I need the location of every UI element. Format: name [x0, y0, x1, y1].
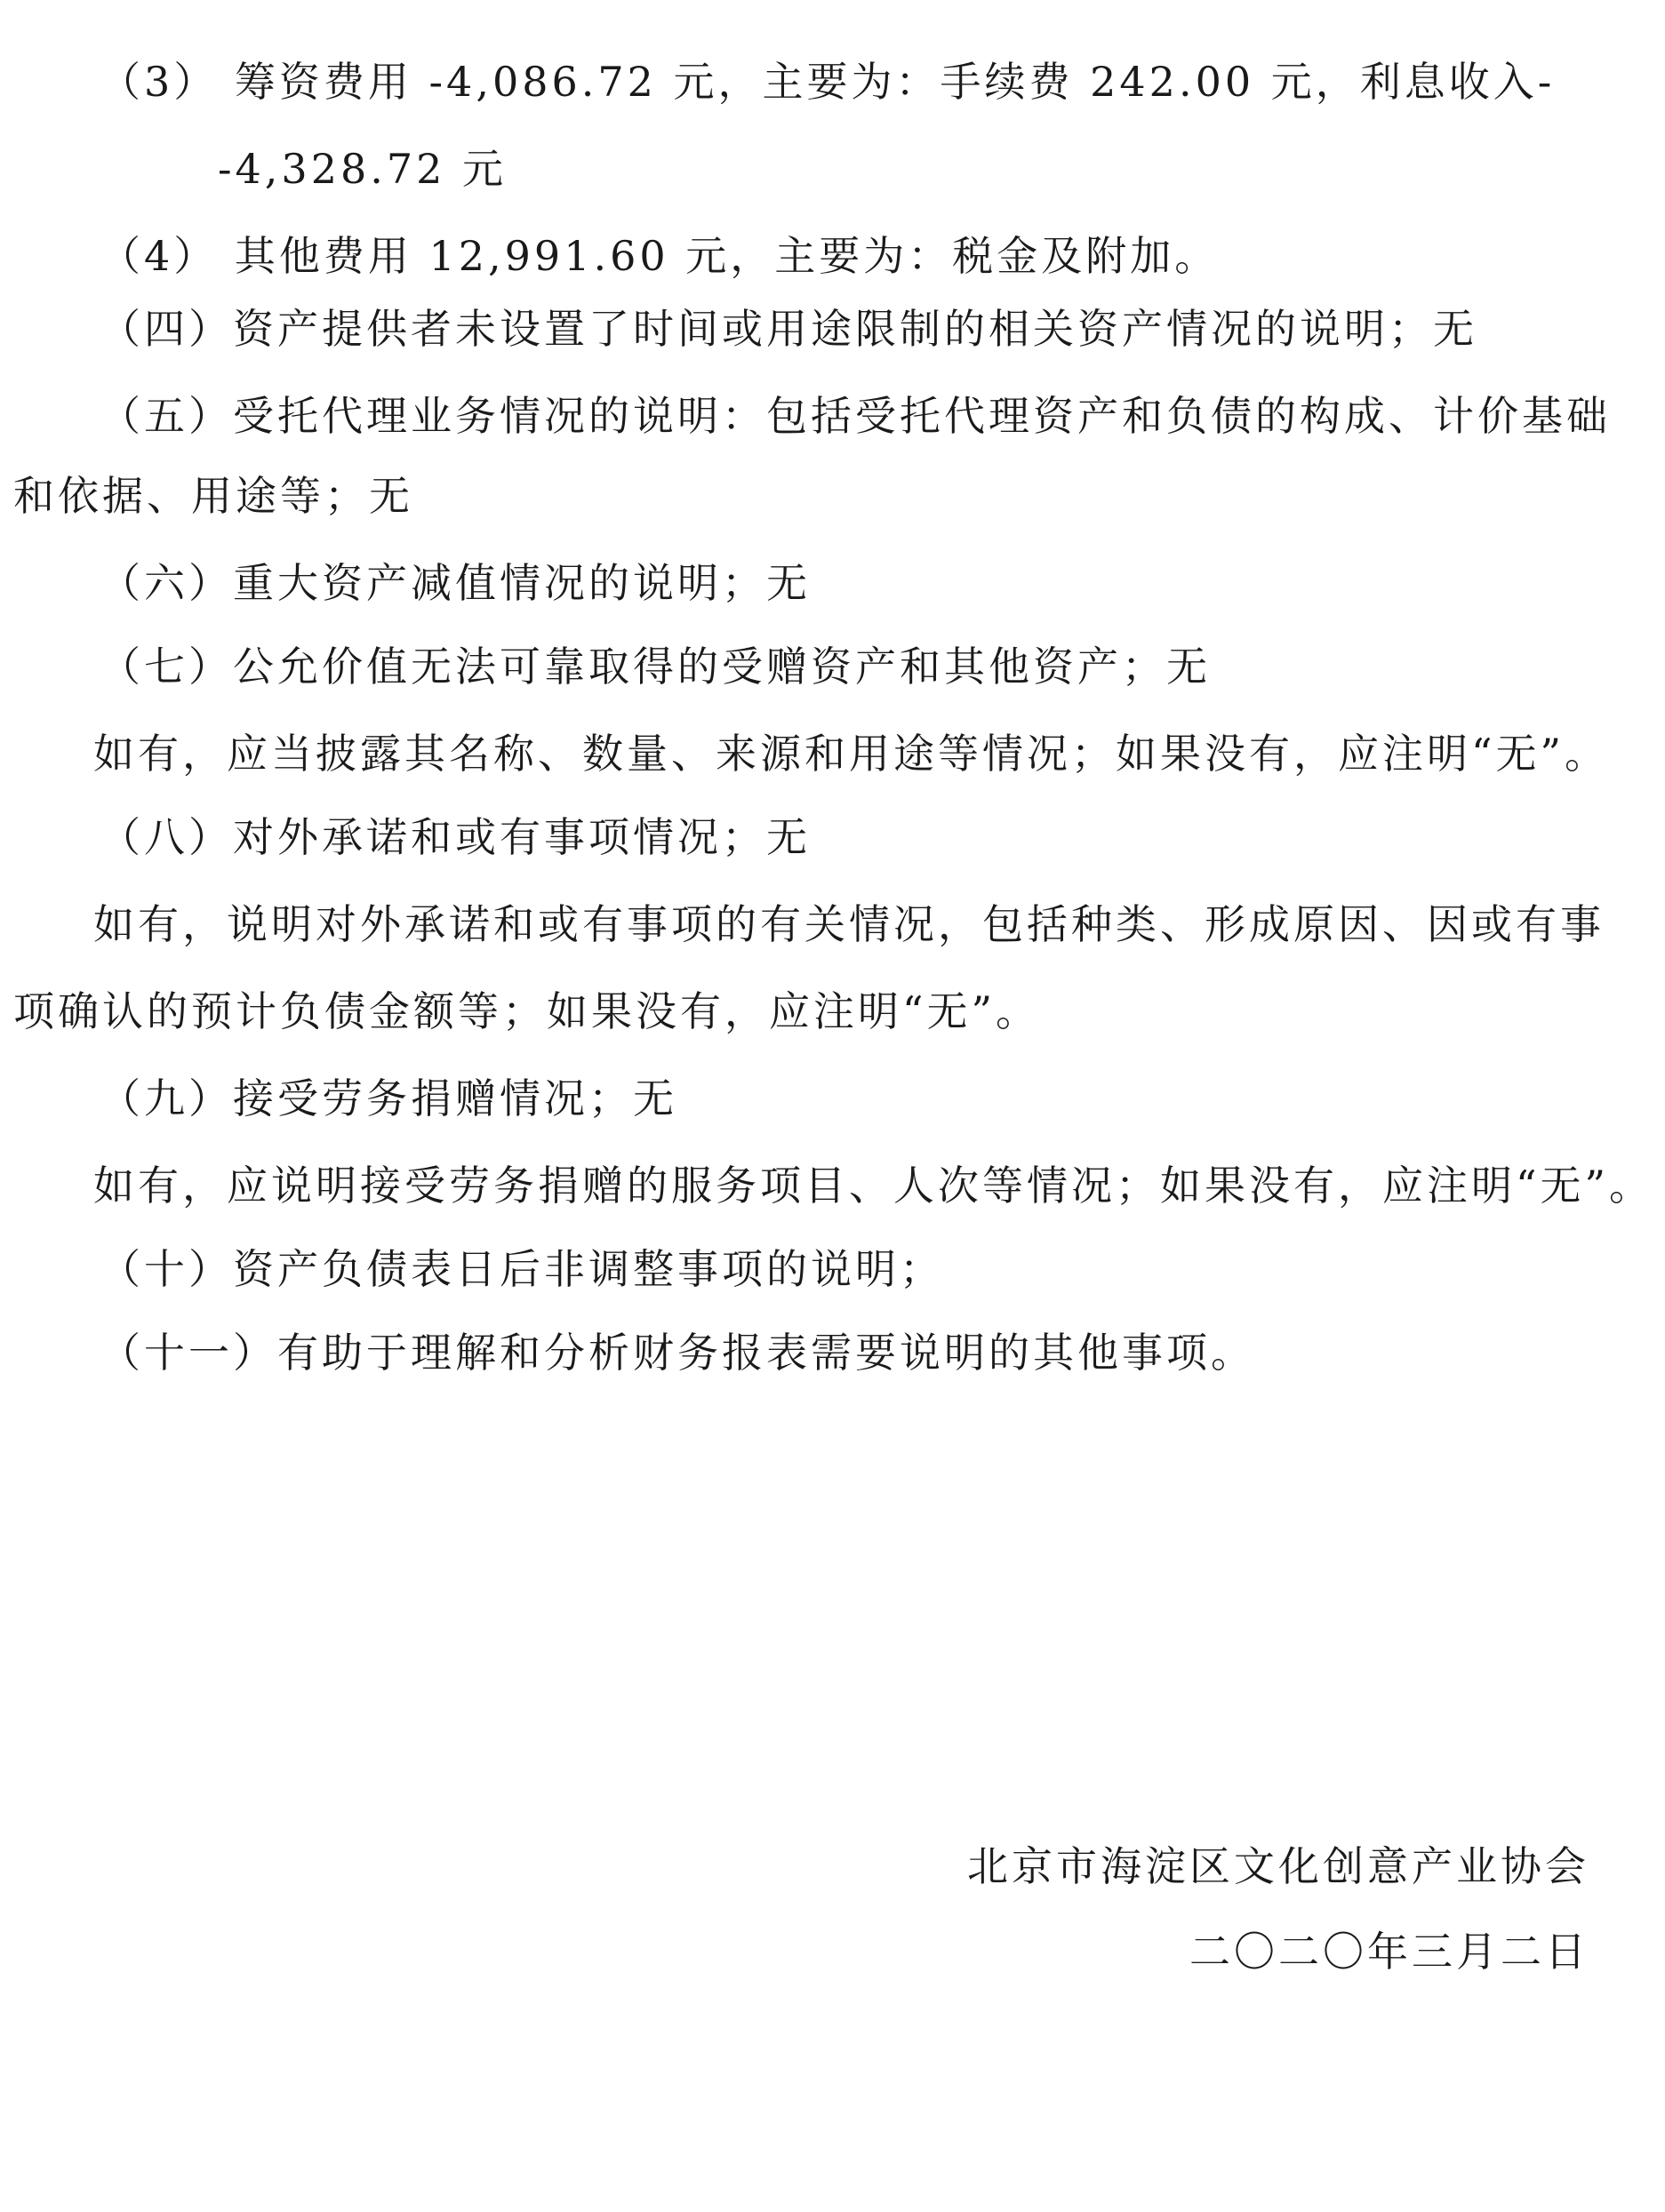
note-section-8-detail-cont: 项确认的预计负债金额等；如果没有，应注明“无”。: [13, 987, 1041, 1035]
note-section-5-cont: 和依据、用途等；无: [13, 472, 413, 520]
signature-organization: 北京市海淀区文化创意产业协会: [967, 1842, 1589, 1890]
note-section-9: （九）接受劳务捐赠情况；无: [100, 1074, 677, 1122]
note-section-4: （四）资产提供者未设置了时间或用途限制的相关资产情况的说明；无: [100, 305, 1477, 353]
note-line-financing-expense: （3） 筹资费用 -4,086.72 元，主要为：手续费 242.00 元，利息收入-: [100, 58, 1556, 106]
note-section-9-detail: 如有，应说明接受劳务捐赠的服务项目、人次等情况；如果没有，应注明“无”。: [93, 1162, 1654, 1210]
signature-date: 二〇二〇年三月二日: [1189, 1928, 1589, 1976]
note-section-10: （十）资产负债表日后非调整事项的说明；: [100, 1245, 944, 1293]
note-section-8-detail: 如有，说明对外承诺和或有事项的有关情况，包括种类、形成原因、因或有事: [93, 900, 1605, 948]
note-section-7: （七）公允价值无法可靠取得的受赠资产和其他资产；无: [100, 643, 1211, 691]
note-section-11: （十一）有助于理解和分析财务报表需要说明的其他事项。: [100, 1329, 1255, 1377]
note-section-6: （六）重大资产减值情况的说明；无: [100, 559, 811, 607]
note-section-7-detail: 如有，应当披露其名称、数量、来源和用途等情况；如果没有，应注明“无”。: [93, 730, 1610, 778]
note-line-financing-expense-cont: -4,328.72 元: [218, 145, 508, 193]
note-section-5: （五）受托代理业务情况的说明：包括受托代理资产和负债的构成、计价基础: [100, 392, 1611, 440]
note-line-other-expense: （4） 其他费用 12,991.60 元，主要为：税金及附加。: [100, 232, 1220, 280]
note-section-8: （八）对外承诺和或有事项情况；无: [100, 813, 811, 861]
